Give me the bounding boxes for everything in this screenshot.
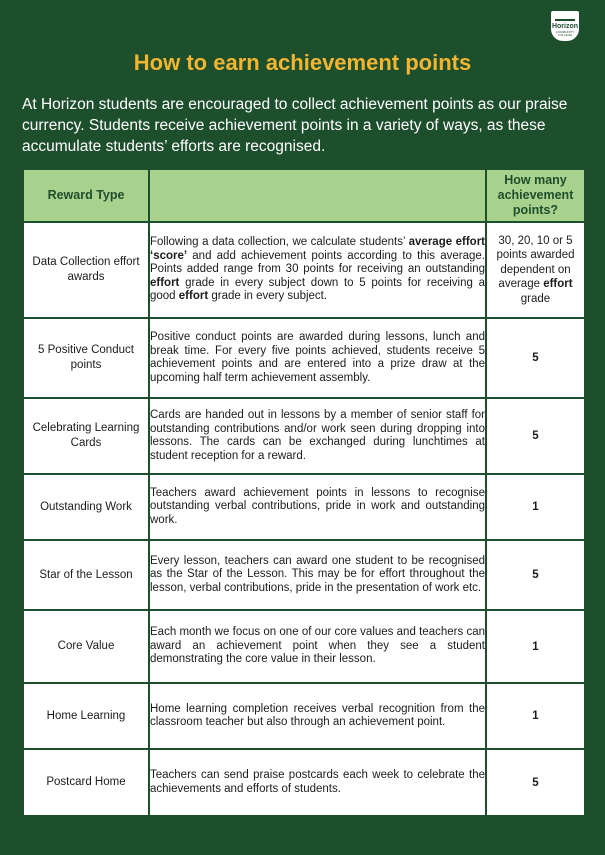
intro-paragraph: At Horizon students are encouraged to collect achievement points as our praise currency. Students receive achievement points in a variety of ways, as these accumulate students’ efforts are recognised. [22, 96, 568, 155]
table-row [23, 318, 585, 398]
reward-description-cell: Cards are handed out in lessons by a member of senior staff for outstanding contributions and/or work seen during dropping into lessons. The cards can be exchanged during lunchtimes at student reception for a reward. [149, 398, 486, 474]
points-cell: 5 [486, 318, 585, 398]
reward-description-cell: Teachers award achievement points in lessons to recognise outstanding verbal contributions, pride in work and outstanding work. [149, 474, 486, 540]
desc-text: grade in every subject. [208, 290, 328, 303]
points-bold-text: effort [543, 278, 573, 291]
points-cell: 1 [486, 683, 585, 749]
points-cell: 5 [486, 749, 585, 816]
logo-name: Horizon [551, 23, 579, 30]
points-text: 30, 20, 10 or 5 points awarded dependent on average [496, 234, 575, 291]
table-row [23, 610, 585, 683]
logo-mark-icon [555, 13, 575, 21]
desc-text: Following a data collection, we calculate students’ [150, 236, 409, 249]
reward-type-cell: Postcard Home [23, 749, 149, 816]
table-row [23, 540, 585, 610]
points-cell: 1 [486, 610, 585, 683]
reward-description-cell: Each month we focus on one of our core values and teachers can award an achievement point when they see a student demonstrating the core value in their lesson. [149, 610, 486, 683]
table-row [23, 474, 585, 540]
reward-type-cell: 5 Positive Conduct points [23, 318, 149, 398]
points-cell [486, 222, 585, 318]
reward-type-cell: Star of the Lesson [23, 540, 149, 610]
desc-text: grade in every subject down to 5 points for receiving a good [150, 276, 485, 303]
reward-description-cell [149, 222, 486, 318]
page-title: How to earn achievement points [133, 50, 472, 75]
school-logo [551, 11, 579, 41]
header-reward-type: Reward Type [23, 169, 149, 222]
reward-type-cell: Data Collection effort awards [23, 222, 149, 318]
desc-bold-text: effort [150, 276, 180, 289]
reward-description-cell: Home learning completion receives verbal recognition from the classroom teacher but also through an achievement point. [149, 683, 486, 749]
desc-text: and add achievement points according to this average. Points added range from 30 points for receiving an outstanding [150, 249, 485, 276]
points-cell: 5 [486, 540, 585, 610]
reward-description-cell: Every lesson, teachers can award one student to be recognised as the Star of the Lesson. This may be for effort throughout the lesson, verbal contributions, pride in the presentation of work etc. [149, 540, 486, 610]
desc-bold-text: average effort ‘score’ [150, 236, 485, 262]
table-header-row [23, 169, 585, 222]
reward-type-cell: Home Learning [23, 683, 149, 749]
reward-type-cell: Outstanding Work [23, 474, 149, 540]
header-description [149, 169, 486, 222]
header-points: How many achievement points? [486, 169, 585, 222]
desc-bold-text: effort [178, 290, 209, 303]
reward-description-cell: Teachers can send praise postcards each week to celebrate the achievements and efforts of students. [149, 749, 486, 816]
table-row [23, 398, 585, 474]
table-row [23, 749, 585, 816]
reward-description-cell: Positive conduct points are awarded during lessons, lunch and break time. For every five points achieved, students receive 5 achievement points and are entered into a prize draw at the upcoming half term achievement assembly. [149, 318, 486, 398]
table-row [23, 222, 585, 318]
logo-subtitle: COMMUNITY COLLEGE [555, 30, 575, 37]
points-cell: 5 [486, 398, 585, 474]
reward-type-cell: Core Value [23, 610, 149, 683]
rewards-table [22, 168, 586, 817]
points-text: grade [520, 292, 551, 305]
reward-type-cell: Celebrating Learning Cards [23, 398, 149, 474]
table-row [23, 683, 585, 749]
points-cell: 1 [486, 474, 585, 540]
